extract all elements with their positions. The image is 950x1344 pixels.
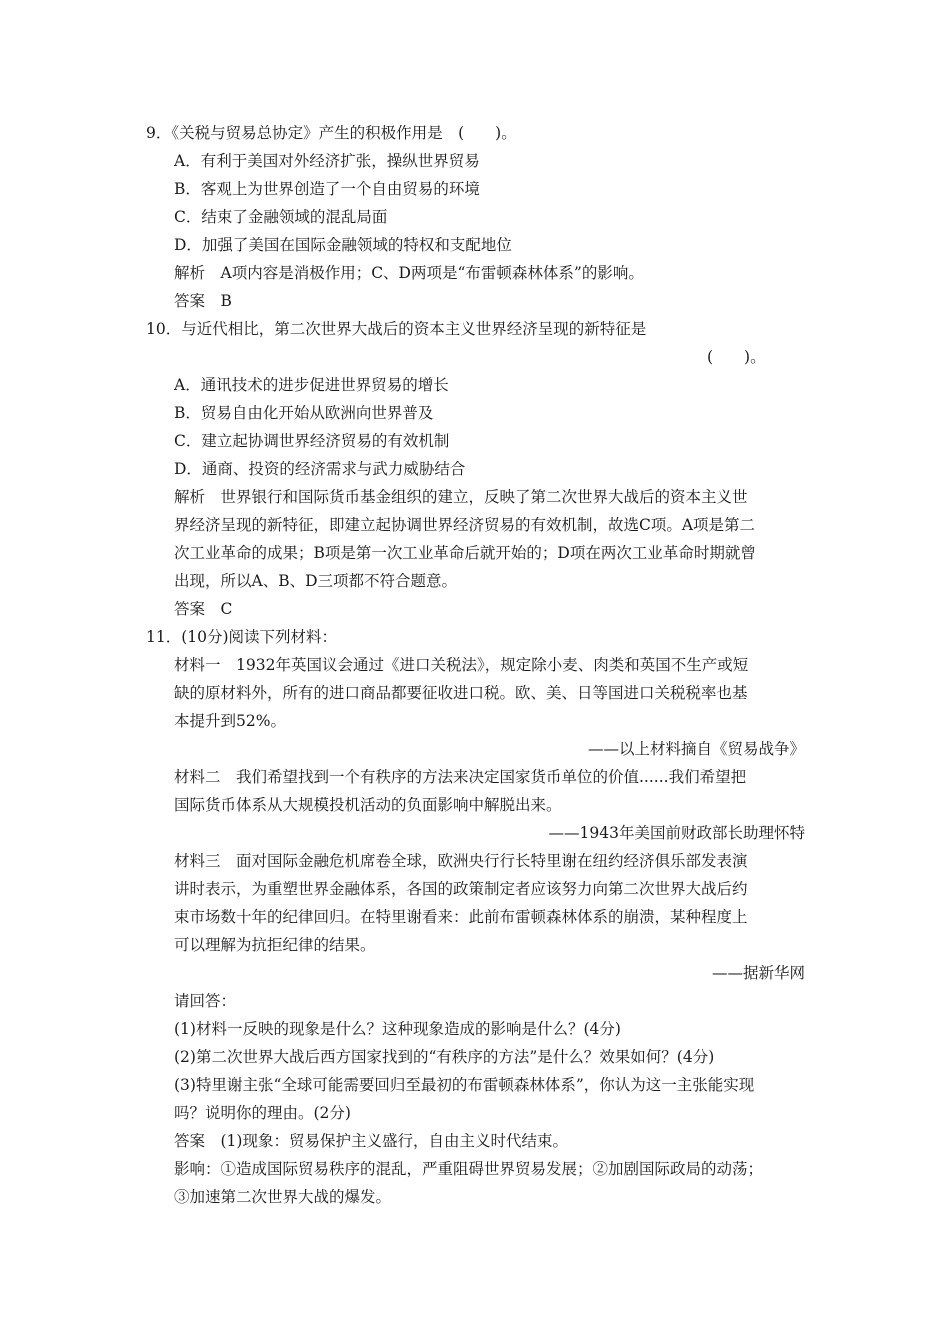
q10-analysis-line: 界经济呈现的新特征，即建立起协调世界经济贸易的有效机制，故选C项。A项是第二 (174, 516, 756, 534)
q11-material2-line: 国际货币体系从大规模投机活动的负面影响中解脱出来。 (174, 796, 562, 814)
q10-answer: 答案 C (174, 600, 233, 618)
q11-answer-line: ③加速第二次世界大战的爆发。 (174, 1188, 392, 1206)
q9-option-b: B．客观上为世界创造了一个自由贸易的环境 (174, 180, 480, 198)
q11-material2-line: 材料二 我们希望找到一个有秩序的方法来决定国家货币单位的价值......我们希望把 (174, 768, 747, 786)
q10-analysis-line: 出现，所以A、B、D三项都不符合题意。 (174, 572, 458, 590)
q9-option-a: A．有利于美国对外经济扩张，操纵世界贸易 (174, 152, 480, 170)
q11-material3-line: 讲时表示，为重塑世界金融体系，各国的政策制定者应该努力向第二次世界大战后约 (174, 880, 748, 898)
q11-question-3: (3)特里谢主张“全球可能需要回归至最初的布雷顿森林体系”，你认为这一主张能实现 (174, 1076, 755, 1094)
q10-option-c: C．建立起协调世界经济贸易的有效机制 (174, 432, 450, 450)
q11-question-3-cont: 吗？说明你的理由。(2分) (174, 1104, 351, 1122)
q9-option-d: D．加强了美国在国际金融领域的特权和支配地位 (174, 236, 512, 254)
q11-material1-line: 缺的原材料外，所有的进口商品都要征收进口税。欧、美、日等国进口关税税率也基 (174, 684, 748, 702)
q11-material3-line: 可以理解为抗拒纪律的结果。 (174, 936, 376, 954)
q10-bracket: ( )。 (707, 348, 766, 366)
q11-answer-line: 影响：①造成国际贸易秩序的混乱，严重阻碍世界贸易发展；②加剧国际政局的动荡； (174, 1160, 764, 1178)
q10-option-b: B．贸易自由化开始从欧洲向世界普及 (174, 404, 434, 422)
q11-answer-line: 答案 (1)现象：贸易保护主义盛行，自由主义时代结束。 (174, 1132, 568, 1150)
q11-source1: ——以上材料摘自《贸易战争》 (587, 740, 805, 758)
q11-source2: ——1943年美国前财政部长助理怀特 (548, 824, 805, 842)
q9-option-c: C．结束了金融领域的混乱局面 (174, 208, 388, 226)
q11-material1-line: 本提升到52%。 (174, 712, 286, 730)
q11-material1-line: 材料一 1932年英国议会通过《进口关税法》，规定除小麦、肉类和英国不生产或短 (174, 656, 749, 674)
q9-answer: 答案 B (174, 292, 232, 310)
q10-option-d: D．通商、投资的经济需求与武力威胁结合 (174, 460, 466, 478)
q11-question-2: (2)第二次世界大战后西方国家找到的“有秩序的方法”是什么？效果如何？(4分) (174, 1048, 715, 1066)
q10-analysis-line: 解析 世界银行和国际货币基金组织的建立，反映了第二次世界大战后的资本主义世 (174, 488, 748, 506)
q11-stem: 11．(10分)阅读下列材料： (146, 628, 338, 646)
q11-question-1: (1)材料一反映的现象是什么？这种现象造成的影响是什么？(4分) (174, 1020, 621, 1038)
q9-stem: 9．《关税与贸易总协定》产生的积极作用是 ( )。 (146, 124, 517, 142)
q9-analysis: 解析 A项内容是消极作用；C、D两项是“布雷顿森林体系”的影响。 (174, 264, 644, 282)
q11-material3-line: 束市场数十年的纪律回归。在特里谢看来：此前布雷顿森林体系的崩溃，某种程度上 (174, 908, 748, 926)
q10-analysis-line: 次工业革命的成果；B项是第一次工业革命后就开始的；D项在两次工业革命时期就曾 (174, 544, 756, 562)
q10-option-a: A．通讯技术的进步促进世界贸易的增长 (174, 376, 449, 394)
q11-source3: ——据新华网 (711, 964, 805, 982)
q11-material3-line: 材料三 面对国际金融危机席卷全球，欧洲央行行长特里谢在纽约经济俱乐部发表演 (174, 852, 748, 870)
q10-stem: 10．与近代相比，第二次世界大战后的资本主义世界经济呈现的新特征是 (146, 320, 647, 338)
q11-prompt: 请回答： (174, 992, 237, 1010)
